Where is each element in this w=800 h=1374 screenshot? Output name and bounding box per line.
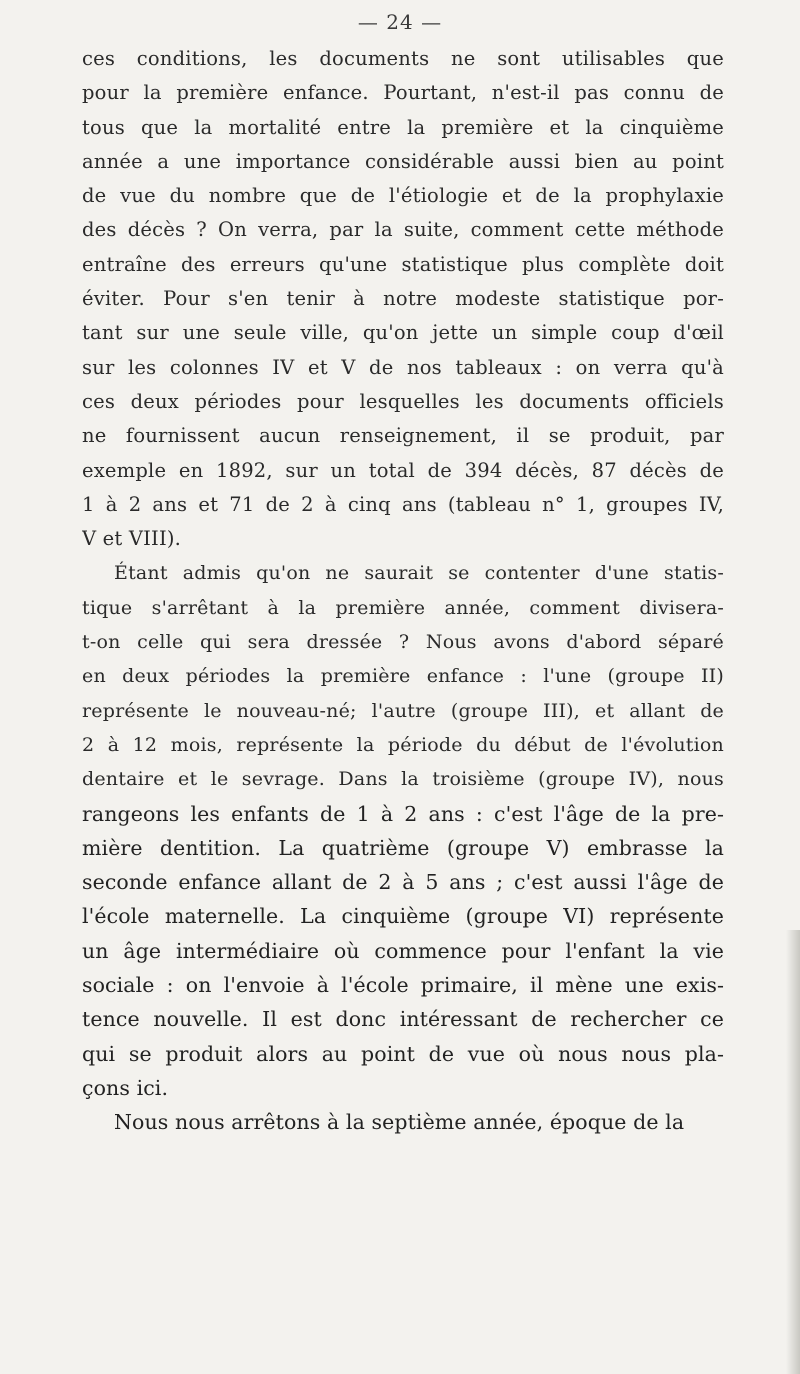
text-line: pour la première enfance. Pourtant, n'est-il pas connu de [82, 81, 724, 105]
text-line: qui se produit alors au point de vue où nous nous pla- [82, 1041, 724, 1066]
text-line: 2 à 12 mois, représente la période du début de l'évolution [82, 733, 724, 756]
text-line: dentaire et le sevrage. Dans la troisième (groupe IV), nous [82, 768, 724, 791]
paragraph-3 [82, 1105, 724, 1139]
text-line: t-on celle qui sera dressée ? Nous avons d'abord séparé [82, 631, 724, 654]
paragraph-2-continued [82, 797, 724, 1106]
body-text [82, 42, 724, 1140]
text-line: ces deux périodes pour lesquelles les documents officiels [82, 389, 724, 413]
text-line: Étant admis qu'on ne saurait se contenter d'une statis- [114, 562, 724, 585]
text-line: représente le nouveau-né; l'autre (groupe III), et allant de [82, 699, 724, 722]
text-line: Nous nous arrêtons à la septième année, époque de la [114, 1110, 685, 1135]
text-line: tous que la mortalité entre la première et la cinquième [82, 115, 724, 139]
text-line: ces conditions, les documents ne sont utilisables que [82, 47, 724, 70]
text-line: seconde enfance allant de 2 à 5 ans ; c'est aussi l'âge de [82, 870, 724, 895]
text-line: mière dentition. La quatrième (groupe V) embrasse la [82, 835, 724, 860]
page-number: — 24 — [357, 10, 443, 34]
text-line: année a une importance considérable aussi bien au point [82, 149, 724, 173]
text-line: exemple en 1892, sur un total de 394 décès, 87 décès de [82, 458, 724, 482]
text-line: tence nouvelle. Il est donc intéressant de rechercher ce [82, 1007, 724, 1032]
text-line: ne fournissent aucun renseignement, il se produit, par [82, 424, 724, 448]
text-line: 1 à 2 ans et 71 de 2 à cinq ans (tableau n° 1, groupes IV, [82, 492, 724, 516]
text-line: çons ici. [82, 1075, 169, 1100]
text-line: entraîne des erreurs qu'une statistique plus complète doit [82, 252, 724, 276]
text-line: tique s'arrêtant à la première année, comment divisera- [82, 596, 724, 619]
text-line: rangeons les enfants de 1 à 2 ans : c'est l'âge de la pre- [82, 801, 724, 826]
paragraph-2 [82, 556, 724, 796]
text-line: en deux périodes la première enfance : l'une (groupe II) [82, 665, 724, 688]
text-line: l'école maternelle. La cinquième (groupe VI) représente [82, 904, 724, 929]
text-line: un âge intermédiaire où commence pour l'enfant la vie [82, 938, 724, 963]
text-line: de vue du nombre que de l'étiologie et de la prophylaxie [82, 184, 724, 208]
text-line: des décès ? On verra, par la suite, comment cette méthode [82, 218, 724, 242]
text-line: tant sur une seule ville, qu'on jette un simple coup d'œil [82, 321, 724, 345]
text-line: sur les colonnes IV et V de nos tableaux : on verra qu'à [82, 355, 724, 379]
text-line: éviter. Pour s'en tenir à notre modeste statistique por- [82, 287, 724, 311]
paragraph-1 [82, 42, 724, 556]
text-line: sociale : on l'envoie à l'école primaire, il mène une exis- [82, 973, 724, 998]
page-edge-shadow [786, 930, 800, 1374]
text-line: V et VIII). [82, 527, 182, 551]
